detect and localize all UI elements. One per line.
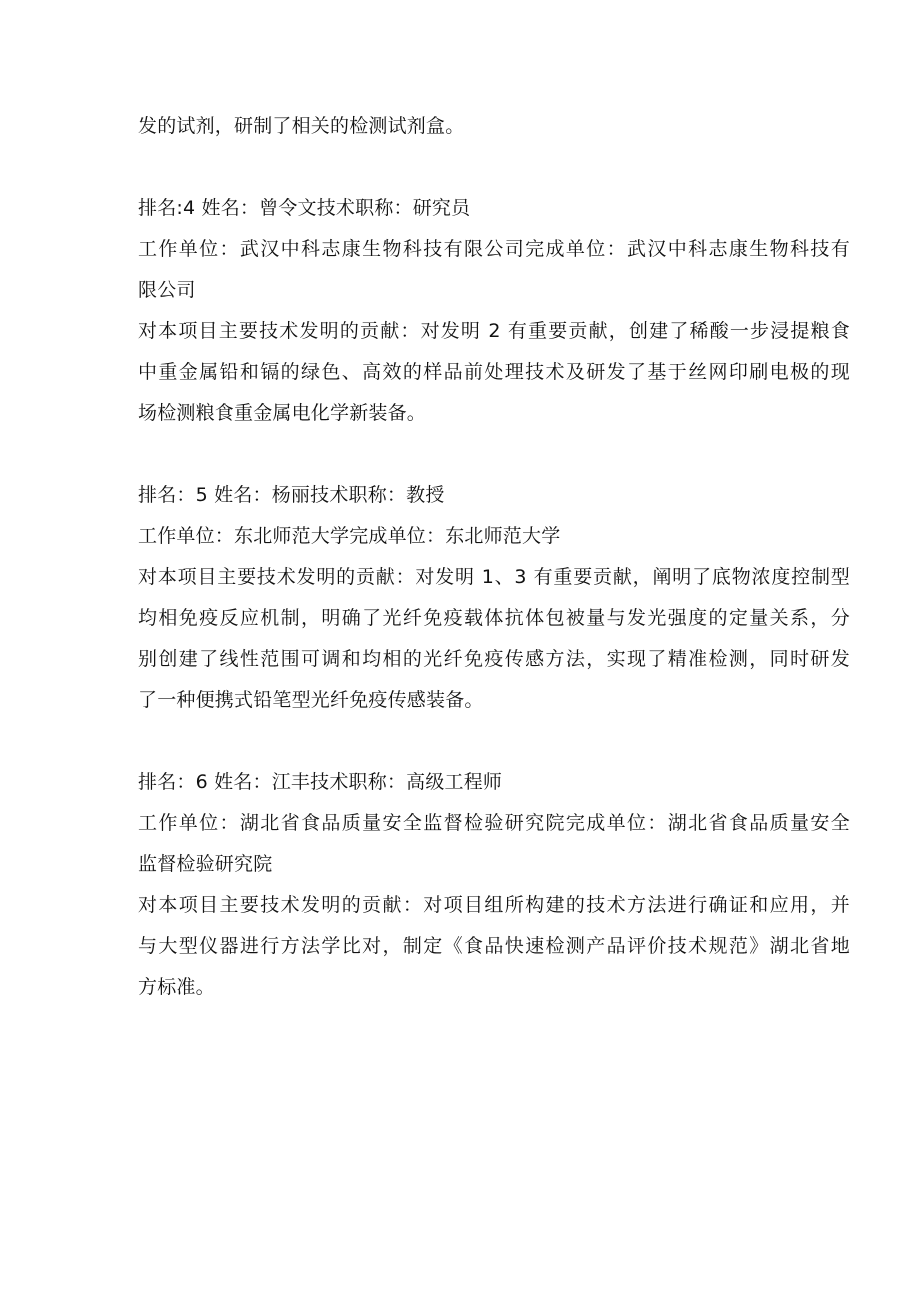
text-line: 别创建了线性范围可调和均相的光纤免疫传感方法，实现了精准检测，同时研发 (138, 648, 850, 670)
text-line: 限公司 (138, 279, 196, 301)
text-line: 中重金属铅和镉的绿色、高效的样品前处理技术及研发了基于丝网印刷电极的现 (138, 361, 850, 383)
text-line: 与大型仪器进行方法学比对，制定《食品快速检测产品评价技术规范》湖北省地 (138, 935, 850, 957)
document-body (138, 106, 850, 1008)
text-line: 对本项目主要技术发明的贡献：对发明 1、3 有重要贡献，阐明了底物浓度控制型 (138, 566, 850, 588)
paragraph-gap (138, 434, 850, 475)
text-line: 工作单位：湖北省食品质量安全监督检验研究院完成单位：湖北省食品质量安全 (138, 812, 850, 834)
text-line: 监督检验研究院 (138, 853, 273, 875)
text-line: 工作单位：东北师范大学完成单位：东北师范大学 (138, 525, 561, 547)
text-line: 排名：5 姓名：杨丽技术职称：教授 (138, 484, 445, 506)
text-line: 场检测粮食重金属电化学新装备。 (138, 402, 427, 424)
text-line: 排名：6 姓名：江丰技术职称：高级工程师 (138, 771, 503, 793)
text-line: 工作单位：武汉中科志康生物科技有限公司完成单位：武汉中科志康生物科技有 (138, 238, 850, 260)
text-line: 了一种便携式铅笔型光纤免疫传感装备。 (138, 689, 484, 711)
text-line: 均相免疫反应机制，明确了光纤免疫载体抗体包被量与发光强度的定量关系，分 (138, 607, 850, 629)
text-line: 排名:4 姓名：曾令文技术职称：研究员 (138, 197, 471, 219)
text-line: 发的试剂，研制了相关的检测试剂盒。 (138, 115, 465, 137)
text-line: 对本项目主要技术发明的贡献：对项目组所构建的技术方法进行确证和应用，并 (138, 894, 850, 916)
paragraph-gap (138, 721, 850, 762)
text-line: 对本项目主要技术发明的贡献：对发明 2 有重要贡献，创建了稀酸一步浸提粮食 (138, 320, 850, 342)
paragraph-gap (138, 147, 850, 188)
text-line: 方标准。 (138, 976, 215, 998)
